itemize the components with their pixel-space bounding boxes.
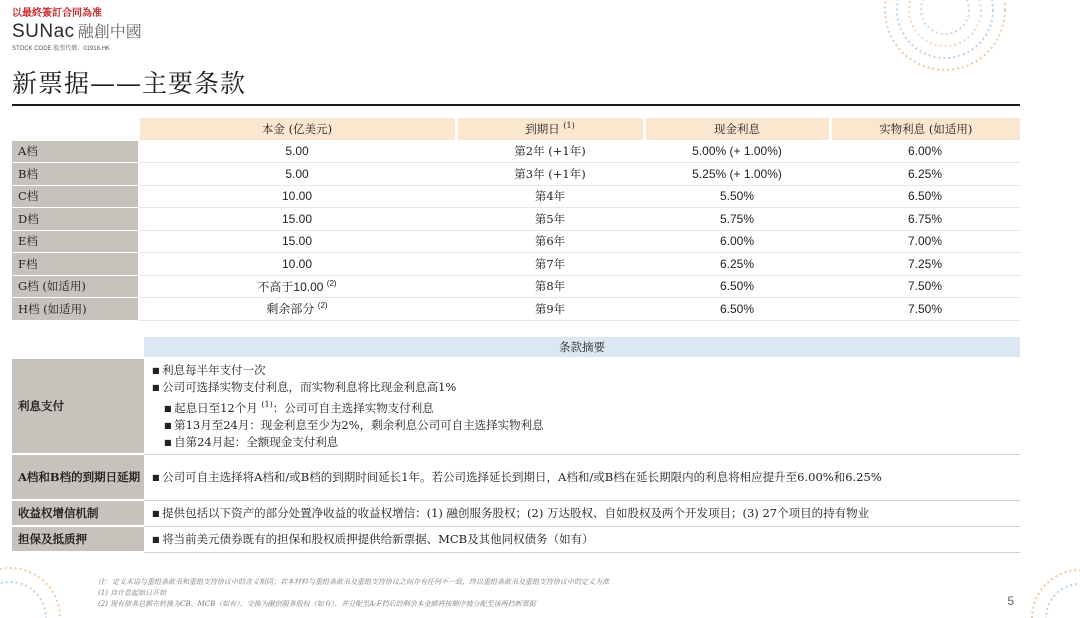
cash-interest-cell: 6.50% — [644, 275, 830, 298]
table-row — [12, 140, 1020, 163]
summary-label-extension: A档和B档的到期日延期 — [12, 454, 144, 500]
page-number: 5 — [1007, 594, 1014, 608]
pik-interest-cell: 7.00% — [830, 230, 1020, 253]
tranche-name: B档 — [12, 163, 138, 186]
notes-terms-table — [12, 118, 1020, 321]
summary-body-interest — [144, 358, 1020, 454]
col-header-cash-interest: 现金利息 — [644, 118, 830, 140]
principal-cell: 5.00 — [138, 163, 456, 186]
principal-value: 剩余部分 — [266, 302, 315, 317]
pik-interest-cell: 7.50% — [830, 298, 1020, 321]
principal-cell: 10.00 — [138, 253, 456, 276]
principal-cell — [138, 275, 456, 298]
bullet-item: ■ 提供包括以下资产的部分处置净收益的收益权增信：(1) 融创服务股权；(2) 万达股权、自如股权及两个开发项目；(3) 27个项目的持有物业 — [152, 505, 1012, 522]
summary-label-credit: 收益权增信机制 — [12, 500, 144, 526]
tranche-name: C档 — [12, 185, 138, 208]
pik-interest-cell: 6.75% — [830, 208, 1020, 231]
table-header-row — [12, 118, 1020, 140]
sub-bullet-item — [152, 396, 1012, 417]
tranche-name: E档 — [12, 230, 138, 253]
page-title: 新票据——主要条款 — [12, 69, 247, 98]
footnote-ref: (1) — [261, 400, 273, 409]
title-divider — [12, 104, 1020, 106]
table-row — [12, 208, 1020, 231]
summary-body-collateral — [144, 526, 1020, 552]
table-row — [12, 253, 1020, 276]
col-header-principal: 本金 (亿美元) — [138, 118, 456, 140]
maturity-footnote-ref: (1) — [563, 120, 575, 130]
cash-interest-cell: 5.00% (+ 1.00%) — [644, 140, 830, 163]
principal-value: 不高于10.00 — [257, 279, 324, 294]
bullet-item: ■ 公司可自主选择将A档和/或B档的到期时间延长1年。若公司选择延长到期日，A档和/或B档在延长期限内的利息将相应提升至6.00%和6.25% — [152, 469, 1012, 486]
tranche-name: H档 (如适用) — [12, 298, 138, 321]
maturity-cell: 第7年 — [456, 253, 644, 276]
principal-footnote-ref: (2) — [326, 278, 337, 288]
tranche-name: G档 (如适用) — [12, 275, 138, 298]
table-row — [12, 185, 1020, 208]
maturity-cell: 第6年 — [456, 230, 644, 253]
maturity-cell: 第4年 — [456, 185, 644, 208]
cash-interest-cell: 6.25% — [644, 253, 830, 276]
decorative-ring-graphic-right — [1010, 558, 1080, 618]
maturity-cell: 第3年 (+1年) — [456, 163, 644, 186]
contract-disclaimer-note: 以最終簽訂合同為准 — [12, 8, 102, 19]
principal-cell: 15.00 — [138, 230, 456, 253]
table-row — [12, 230, 1020, 253]
summary-body-extension — [144, 454, 1020, 500]
cash-interest-cell: 5.75% — [644, 208, 830, 231]
sub-bullet-text: 起息日至12个月 — [174, 400, 258, 415]
table-row — [12, 275, 1020, 298]
cash-interest-cell: 6.50% — [644, 298, 830, 321]
summary-label-collateral: 担保及抵质押 — [12, 526, 144, 552]
pik-interest-cell: 7.50% — [830, 275, 1020, 298]
summary-label-interest: 利息支付 — [12, 358, 144, 454]
bullet-item: ■ 将当前美元债券既有的担保和股权质押提供给新票据、MCB及其他同权债务（如有） — [152, 531, 1012, 548]
summary-header: 条款摘要 — [144, 337, 1020, 358]
pik-interest-cell: 6.50% — [830, 185, 1020, 208]
table-corner — [12, 118, 138, 140]
pik-interest-cell: 6.25% — [830, 163, 1020, 186]
summary-row-extension — [12, 454, 1020, 500]
summary-row-interest — [12, 358, 1020, 454]
decorative-ring-graphic-left — [0, 558, 80, 618]
principal-footnote-ref: (2) — [317, 301, 328, 311]
pik-interest-cell: 6.00% — [830, 140, 1020, 163]
cash-interest-cell: 5.25% (+ 1.00%) — [644, 163, 830, 186]
sub-bullet-item: ■ 自第24月起：全额现金支付利息 — [152, 434, 1012, 451]
summary-row-credit — [12, 500, 1020, 526]
summary-corner — [12, 337, 144, 358]
table-row — [12, 298, 1020, 321]
maturity-cell: 第9年 — [456, 298, 644, 321]
pik-interest-cell: 7.25% — [830, 253, 1020, 276]
maturity-cell: 第2年 (+1年) — [456, 140, 644, 163]
principal-cell: 15.00 — [138, 208, 456, 231]
bullet-item: ■ 公司可选择实物支付利息，而实物利息将比现金利息高1% — [152, 379, 1012, 396]
tranche-name: F档 — [12, 253, 138, 276]
footnote-1: (1) 自计息起始日开始 — [98, 589, 167, 597]
terms-summary-table — [12, 337, 1020, 553]
footnote-definitions: 注：定义术语与重组条款书和重组支持协议中的含义相同；若本材料与重组条款书及重组支持协议之间存有任何不一致，终以重组条款书及重组支持协议中的定义为准 — [98, 578, 609, 586]
table-row — [12, 163, 1020, 186]
decorative-ring-graphic — [870, 0, 1020, 80]
bullet-item: ■ 利息每半年支付一次 — [152, 362, 1012, 379]
footnotes — [98, 577, 609, 610]
tranche-name: D档 — [12, 208, 138, 231]
summary-body-credit — [144, 500, 1020, 526]
principal-cell — [138, 298, 456, 321]
logo-english: SUNac — [12, 21, 75, 42]
cash-interest-cell: 6.00% — [644, 230, 830, 253]
principal-cell: 5.00 — [138, 140, 456, 163]
stock-code: STOCK CODE 股票代碼：01918.HK — [12, 46, 110, 52]
logo-chinese: 融創中國 — [77, 22, 142, 41]
cash-interest-cell: 5.50% — [644, 185, 830, 208]
sub-bullet-text: ：公司可自主选择实物支付利息 — [272, 400, 434, 415]
sub-bullet-item: ■ 第13月至24月：现金利息至少为2%，剩余利息公司可自主选择实物利息 — [152, 417, 1012, 434]
maturity-cell: 第5年 — [456, 208, 644, 231]
maturity-cell: 第8年 — [456, 275, 644, 298]
col-header-pik-interest: 实物利息 (如适用) — [830, 118, 1020, 140]
col-header-maturity-label: 到期日 — [525, 121, 560, 136]
col-header-maturity — [456, 118, 644, 140]
tranche-name: A档 — [12, 140, 138, 163]
footnote-2: (2) 现有债务总额在转换为CB、MCB（如有）、交换为融创服务股权（如有）、并分配至A-F档后的剩余本金额将按顺序被分配至该两档新票据 — [98, 600, 536, 608]
principal-cell: 10.00 — [138, 185, 456, 208]
summary-row-collateral — [12, 526, 1020, 552]
company-logo — [12, 19, 142, 41]
